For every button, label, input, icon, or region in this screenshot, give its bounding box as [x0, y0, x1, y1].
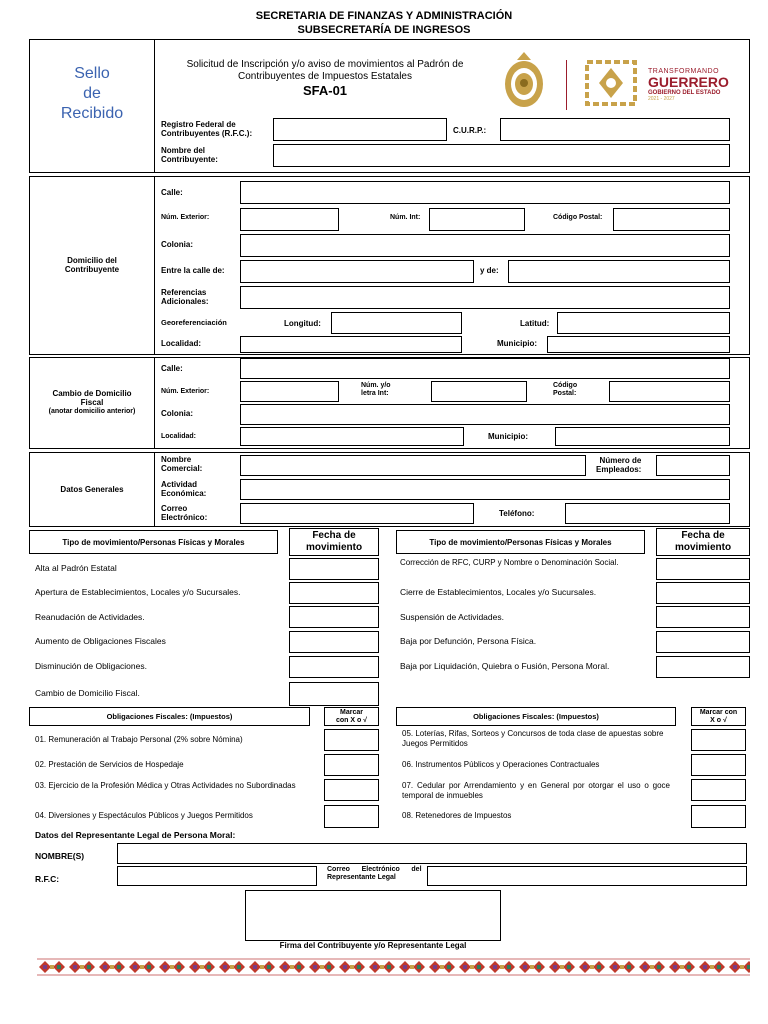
dom-num-int-input[interactable]: [429, 208, 525, 231]
mov-left-3-fecha[interactable]: [289, 631, 379, 653]
logo-text: [648, 68, 738, 102]
mov-left-4: Disminución de Obligaciones.: [35, 661, 147, 671]
mov-left-5: Cambio de Domicilio Fiscal.: [35, 688, 140, 698]
dom-entre-label: Entre la calle de:: [161, 266, 225, 275]
obl-left-1: 02. Prestación de Servicios de Hospedaje: [35, 760, 184, 769]
rfc-input[interactable]: [273, 118, 447, 141]
logo-years: 2021 - 2027: [648, 96, 675, 102]
stamp-line-2: de: [83, 85, 101, 102]
curp-label: C.U.R.P.:: [453, 126, 487, 135]
gen-empleados-label: Número de Empleados:: [596, 456, 642, 474]
mov-right-1: Cierre de Establecimientos, Locales y/o Sucursales.: [400, 587, 597, 597]
logo-guerrero: GUERRERO: [648, 74, 729, 90]
gen-telefono-input[interactable]: [565, 503, 730, 524]
dom-y-de-label: y de:: [480, 266, 499, 275]
cambio-num-int-label: Núm. y/o letra Int:: [361, 382, 391, 397]
dom-cp-input[interactable]: [613, 208, 730, 231]
logo-divider: [566, 60, 567, 110]
dom-cp-label: Código Postal:: [553, 214, 603, 221]
dom-num-int-label: Núm. Int:: [390, 214, 421, 221]
cambio-num-int-input[interactable]: [431, 381, 527, 402]
obl-left-0: 01. Remuneración al Trabajo Personal (2% sobre Nómina): [35, 735, 243, 744]
cambio-divider: [154, 357, 155, 449]
dom-georef-label: Georeferenciación: [161, 318, 227, 327]
gen-nombre-input[interactable]: [240, 455, 586, 476]
cambio-colonia-label: Colonia:: [161, 409, 193, 418]
dom-municipio-input[interactable]: [547, 336, 730, 353]
gen-empleados-input[interactable]: [656, 455, 730, 476]
mov-right-4-fecha[interactable]: [656, 656, 750, 678]
dom-calle-input[interactable]: [240, 181, 730, 204]
rep-correo-label: Correo Electrónico del Representante Legal: [327, 866, 422, 881]
mov-left-1-fecha[interactable]: [289, 582, 379, 604]
rep-title: Datos del Representante Legal de Persona Moral:: [35, 830, 236, 840]
stamp-area: [30, 64, 154, 124]
obl-marcar-header-right: Marcar con X o √: [691, 707, 746, 726]
obl-right-1-check[interactable]: [691, 754, 746, 776]
obl-right-0-check[interactable]: [691, 729, 746, 751]
cambio-section-title: Cambio de Domicilio Fiscal (anotar domicilio anterior): [48, 389, 136, 415]
gen-correo-input[interactable]: [240, 503, 474, 524]
mov-right-3-fecha[interactable]: [656, 631, 750, 653]
dom-localidad-input[interactable]: [240, 336, 462, 353]
dom-num-ext-input[interactable]: [240, 208, 339, 231]
obl-left-2: 03. Ejercicio de la Profesión Médica y Otras Actividades no Subordinadas: [35, 781, 296, 790]
mov-right-0-fecha[interactable]: [656, 558, 750, 580]
dom-municipio-label: Municipio:: [497, 339, 537, 348]
obl-right-1: 06. Instrumentos Públicos y Operaciones Contractuales: [402, 760, 600, 769]
obl-left-0-check[interactable]: [324, 729, 379, 751]
dom-localidad-label: Localidad:: [161, 339, 202, 348]
dom-y-de-input[interactable]: [508, 260, 730, 283]
mov-right-1-fecha[interactable]: [656, 582, 750, 604]
cambio-cp-input[interactable]: [609, 381, 730, 402]
obl-marcar-header-left: Marcar con X o √: [324, 707, 379, 726]
mov-left-0: Alta al Padrón Estatal: [35, 563, 117, 573]
mov-right-4: Baja por Liquidación, Quiebra o Fusión, Persona Moral.: [400, 661, 610, 671]
obl-right-0: 05. Loterías, Rifas, Sorteos y Concursos de toda clase de apuestas sobre Juegos Permitidos: [402, 729, 664, 748]
header-line-1: SECRETARIA DE FINANZAS Y ADMINISTRACIÓN: [255, 10, 513, 22]
mov-header-right: Tipo de movimiento/Personas Físicas y Morales: [396, 530, 645, 554]
generales-section-title: Datos Generales: [60, 485, 124, 494]
dom-calle-label: Calle:: [161, 188, 183, 197]
form-desc-1: Solicitud de Inscripción y/o aviso de movimientos al Padrón de: [186, 59, 464, 70]
form-description: [160, 59, 490, 98]
mov-left-3: Aumento de Obligaciones Fiscales: [35, 636, 166, 646]
gen-correo-label: Correo Electrónico:: [161, 504, 208, 522]
mov-left-2-fecha[interactable]: [289, 606, 379, 628]
obl-left-1-check[interactable]: [324, 754, 379, 776]
dom-colonia-input[interactable]: [240, 234, 730, 257]
dom-num-ext-label: Núm. Exterior:: [161, 214, 210, 221]
gen-actividad-input[interactable]: [240, 479, 730, 500]
stamp-line-1: Sello: [74, 65, 110, 82]
domicilio-divider: [154, 176, 155, 355]
logo-gobierno: GOBIERNO DEL ESTADO: [648, 90, 721, 96]
header-line-2: SUBSECRETARÍA DE INGRESOS: [297, 24, 471, 36]
mov-left-1: Apertura de Establecimientos, Locales y/o Sucursales.: [35, 587, 241, 597]
rep-rfc-input[interactable]: [117, 866, 317, 886]
cambio-num-ext-input[interactable]: [240, 381, 339, 402]
cambio-municipio-label: Municipio:: [488, 432, 528, 441]
mov-right-0: Corrección de RFC, CURP y Nombre o Denominación Social.: [400, 558, 619, 567]
rfc-label: Registro Federal de Contribuyentes (R.F.C.):: [161, 120, 253, 138]
gen-nombre-label: Nombre Comercial:: [161, 455, 203, 473]
dom-referencias-input[interactable]: [240, 286, 730, 309]
obl-right-2-check[interactable]: [691, 779, 746, 801]
obl-header-right: Obligaciones Fiscales: (Impuestos): [396, 707, 676, 726]
cambio-localidad-input[interactable]: [240, 427, 464, 446]
stamp-line-3: Recibido: [60, 105, 124, 122]
logo-transformando: TRANSFORMANDO: [648, 68, 720, 75]
mov-left-5-fecha[interactable]: [289, 682, 379, 706]
nombre-contribuyente-label: Nombre del Contribuyente:: [161, 146, 218, 164]
obl-header-left: Obligaciones Fiscales: (Impuestos): [29, 707, 310, 726]
obl-right-2: 07. Cedular por Arrendamiento y en General por otorgar el uso o goce temporal de inmuebles: [402, 781, 670, 800]
cambio-cp-label: Código Postal:: [553, 382, 578, 397]
cambio-num-ext-label: Núm. Exterior:: [161, 388, 210, 395]
mov-left-2: Reanudación de Actividades.: [35, 612, 145, 622]
curp-input[interactable]: [500, 118, 730, 141]
signature-label: Firma del Contribuyente y/o Representante Legal: [279, 941, 467, 950]
mov-fecha-header-right: Fecha de movimiento: [656, 528, 750, 556]
cambio-localidad-label: Localidad:: [161, 433, 197, 440]
guerrero-emblem-icon: [583, 58, 639, 108]
dom-referencias-label: Referencias Adicionales:: [161, 288, 209, 306]
rep-nombre-input[interactable]: [117, 843, 747, 864]
form-code: SFA-01: [302, 83, 348, 98]
decorative-border-pattern: [37, 957, 750, 977]
rep-correo-input[interactable]: [427, 866, 747, 886]
rep-nombre-label: NOMBRE(S): [35, 851, 85, 861]
generales-divider: [154, 452, 155, 527]
dom-latitud-label: Latitud:: [520, 319, 550, 328]
mov-right-3: Baja por Defunción, Persona Física.: [400, 636, 537, 646]
mov-fecha-header-left: Fecha de movimiento: [289, 528, 379, 556]
obl-right-3: 08. Retenedores de Impuestos: [402, 811, 512, 820]
mov-right-2: Suspensión de Actividades.: [400, 612, 504, 622]
dom-longitud-input[interactable]: [331, 312, 462, 334]
obl-left-3: 04. Diversiones y Espectáculos Públicos y Juegos Permitidos: [35, 811, 253, 820]
mov-right-2-fecha[interactable]: [656, 606, 750, 628]
cambio-municipio-input[interactable]: [555, 427, 730, 446]
dom-entre-input[interactable]: [240, 260, 474, 283]
mov-header-left: Tipo de movimiento/Personas Físicas y Morales: [29, 530, 278, 554]
mov-left-0-fecha[interactable]: [289, 558, 379, 580]
dom-latitud-input[interactable]: [557, 312, 730, 334]
gen-telefono-label: Teléfono:: [499, 509, 535, 518]
cambio-colonia-input[interactable]: [240, 404, 730, 425]
cambio-calle-input[interactable]: [240, 358, 730, 379]
dom-longitud-label: Longitud:: [284, 319, 321, 328]
rep-rfc-label: R.F.C:: [35, 874, 60, 884]
domicilio-section-title: Domicilio del Contribuyente: [64, 256, 120, 274]
obl-left-3-check[interactable]: [324, 805, 379, 828]
form-desc-2: Contribuyentes de Impuestos Estatales: [238, 71, 412, 82]
obl-left-2-check[interactable]: [324, 779, 379, 801]
nombre-contribuyente-input[interactable]: [273, 144, 730, 167]
state-seal-icon: [501, 50, 547, 110]
signature-box[interactable]: [245, 890, 501, 941]
cambio-calle-label: Calle:: [161, 364, 183, 373]
top-divider: [154, 39, 155, 173]
dom-colonia-label: Colonia:: [161, 240, 193, 249]
mov-left-4-fecha[interactable]: [289, 656, 379, 678]
gen-actividad-label: Actividad Económica:: [161, 480, 207, 498]
obl-right-3-check[interactable]: [691, 805, 746, 828]
